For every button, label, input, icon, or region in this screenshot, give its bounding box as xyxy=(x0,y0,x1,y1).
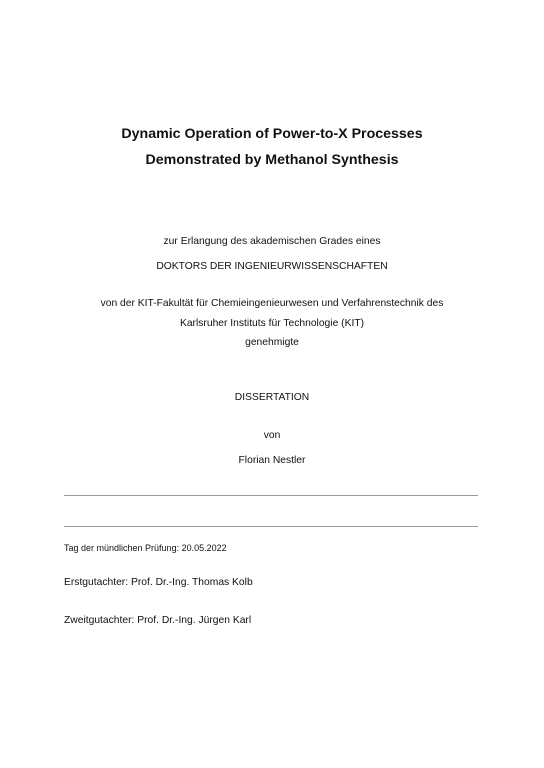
degree-line-1: zur Erlangung des akademischen Grades eines xyxy=(163,236,381,247)
first-reviewer: Erstgutachter: Prof. Dr.-Ing. Thomas Kolb xyxy=(64,577,253,588)
document-type: DISSERTATION xyxy=(234,392,310,403)
thesis-title-line-2: Demonstrated by Methanol Synthesis xyxy=(145,152,399,168)
degree-line-2: DOKTORS DER INGENIEURWISSENSCHAFTEN xyxy=(156,261,388,272)
by-label: von xyxy=(263,430,281,441)
divider-line-top xyxy=(64,495,478,496)
divider-line-bottom xyxy=(64,526,478,527)
thesis-title-line-1: Dynamic Operation of Power-to-X Processes xyxy=(121,126,423,142)
second-reviewer: Zweitgutachter: Prof. Dr.-Ing. Jürgen Karl xyxy=(64,615,252,626)
exam-date: Tag der mündlichen Prüfung: 20.05.2022 xyxy=(64,543,227,553)
faculty-line-1: von der KIT-Fakultät für Chemieingenieurwesen und Verfahrenstechnik des xyxy=(100,298,444,309)
author-name: Florian Nestler xyxy=(238,455,306,466)
faculty-line-2: Karlsruher Instituts für Technologie (KIT) xyxy=(179,318,365,329)
faculty-line-3: genehmigte xyxy=(245,337,299,348)
